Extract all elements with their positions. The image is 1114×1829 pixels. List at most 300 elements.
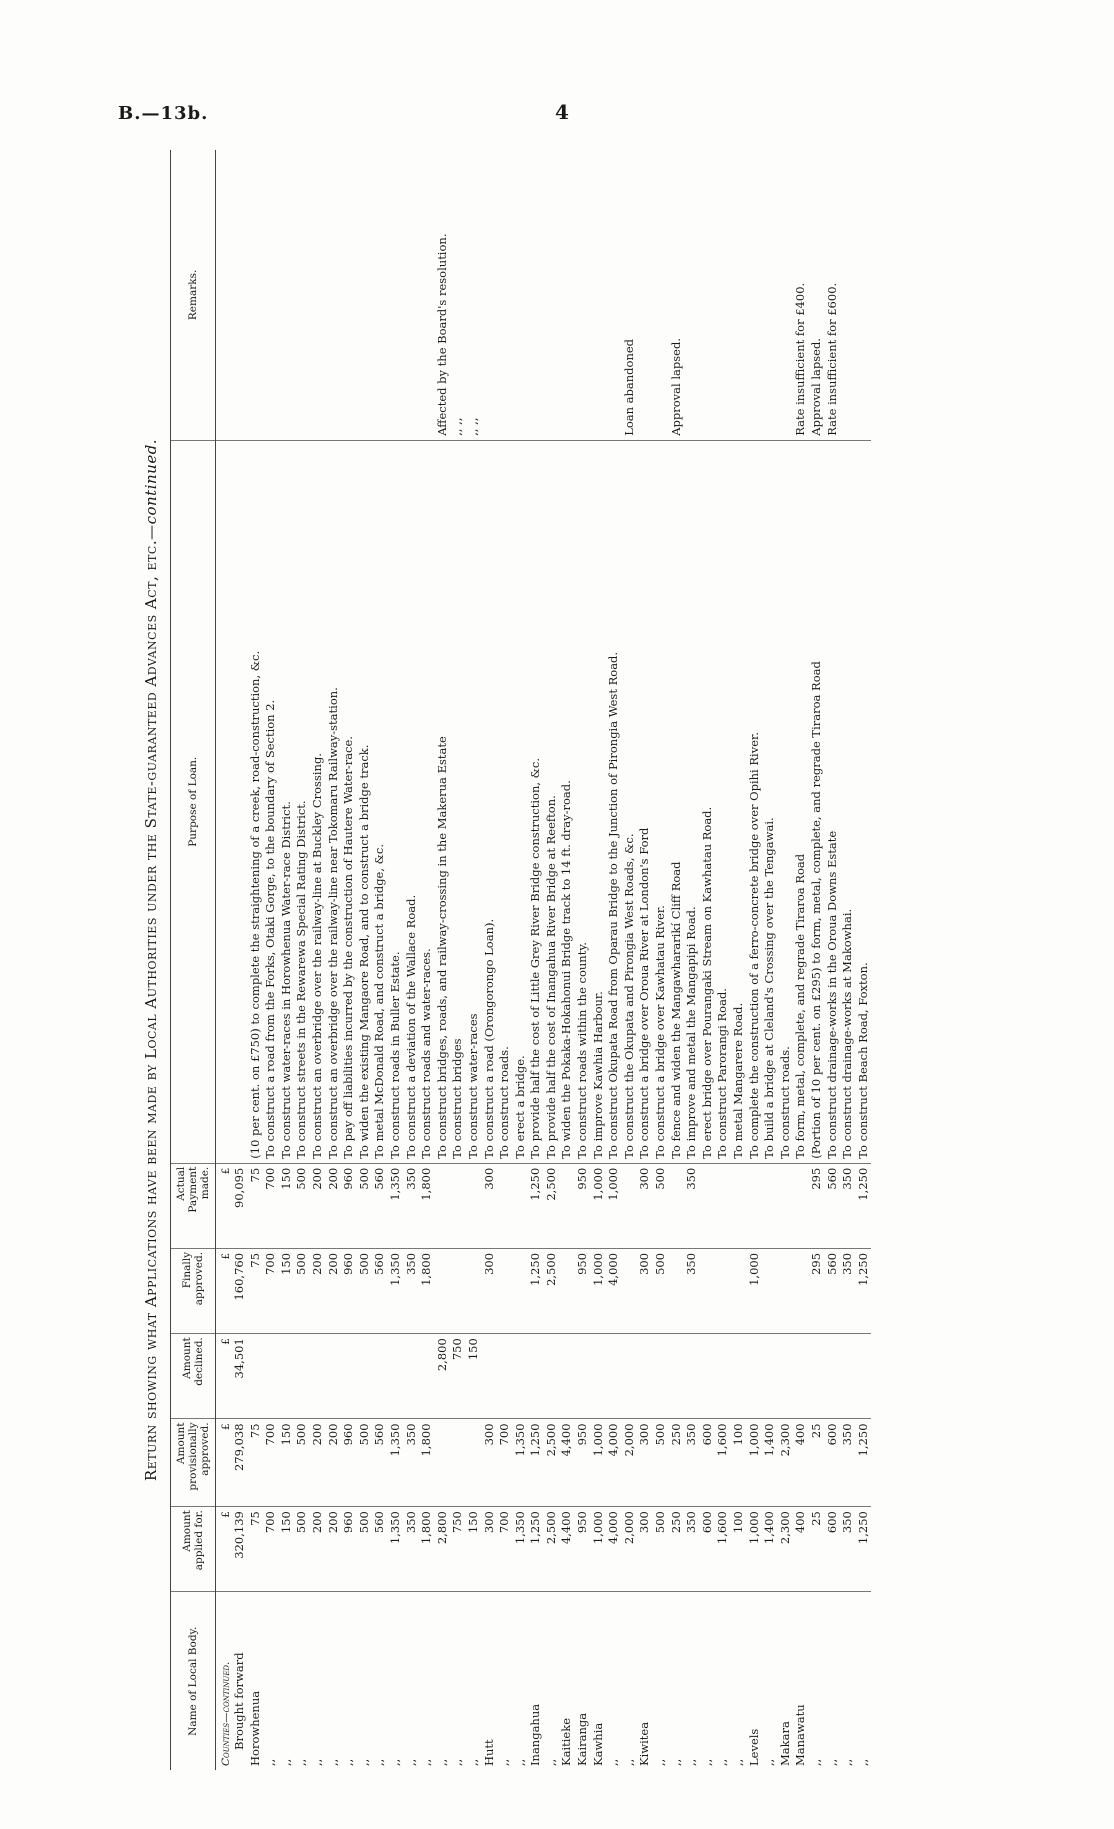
table-row [840,150,856,1770]
cell-purpose: (10 per cent. on £750) to complete the straightening of a creek, road-construction, &c. [248,440,264,1163]
cell-final: 1,350 [388,1248,404,1333]
cell-declined [482,1334,498,1419]
cell-final: 950 [575,1248,591,1333]
cell-name: ,, [341,1758,356,1766]
cell-paid: 560 [372,1163,388,1248]
cell-purpose: To construct a bridge over Oroua River at London's Ford [637,440,653,1163]
cell-purpose: To construct roads. [497,440,513,1163]
cell-declined [653,1334,669,1419]
table-row [232,150,248,1770]
table-row [528,150,544,1770]
cell-paid [497,1163,513,1248]
cell-applied: 600 [700,1507,716,1592]
cell-applied: 1,350 [513,1507,529,1592]
cell-purpose: To construct roads within the county. [575,440,591,1163]
table-row [622,150,638,1770]
cell-remarks [715,150,731,440]
cell-final: 700 [263,1248,279,1333]
page-number: 4 [555,100,569,124]
cell-prov: 1,350 [513,1419,529,1507]
cell-final [559,1248,575,1333]
cell-final [715,1248,731,1333]
table-row [544,150,560,1770]
cell-prov: 560 [372,1419,388,1507]
cell-prov: 350 [840,1419,856,1507]
cell-prov: 4,000 [606,1419,622,1507]
cell-name: ,, [621,1758,636,1766]
table-row [372,150,388,1770]
cell-applied: 75 [248,1507,264,1592]
cell-remarks [232,150,248,440]
cell-remarks [731,150,747,440]
cell-final: 350 [684,1248,700,1333]
cell-paid: 500 [294,1163,310,1248]
cell-declined [388,1334,404,1419]
cell-paid [762,1163,778,1248]
cell-final: 500 [653,1248,669,1333]
table-row [684,150,700,1770]
cell-remarks [419,150,435,440]
cell-prov: 600 [700,1419,716,1507]
cell-purpose: To construct roads in Buller Estate. [388,440,404,1163]
cell-name: ,, [684,1758,699,1766]
cell-prov: 1,350 [388,1419,404,1507]
cell-purpose: To provide half the cost of Little Grey River Bridge construction, &c. [528,440,544,1163]
cell-name: ,, [715,1758,730,1766]
cell-final: 300 [482,1248,498,1333]
table-row [310,150,326,1770]
cell-remarks: Rate insufficient for £600. [825,150,841,440]
cell-remarks: Approval lapsed. [669,150,685,440]
table-row [653,150,669,1770]
cell-declined [497,1334,513,1419]
cell-final: 75 [248,1248,264,1333]
cell-applied: 25 [809,1507,825,1592]
title-continued: —continued. [142,438,160,540]
cell-purpose: To construct an overbridge over the railway-line at Buckley Crossing. [310,440,326,1163]
cell-paid: 90,095 [232,1163,248,1248]
cell-applied: 1,000 [591,1507,607,1592]
cell-paid: 350 [684,1163,700,1248]
cell-name: ,, [762,1758,777,1766]
table-row [715,150,731,1770]
col-declined: Amount declined. [171,1334,216,1419]
cell-final: 300 [637,1248,653,1333]
table-row [606,150,622,1770]
cell-final: 350 [840,1248,856,1333]
cell-name: ,, [668,1758,683,1766]
table-row [559,150,575,1770]
table-row [778,150,794,1770]
table-row [591,150,607,1770]
cell-purpose: To widen the Pokaka-Hokahonui Bridge track to 14 ft. dray-road. [559,440,575,1163]
cell-applied: 600 [825,1507,841,1592]
cell-remarks: Approval lapsed. [809,150,825,440]
cell-applied: 320,139 [232,1507,248,1592]
cell-final: 500 [294,1248,310,1333]
table-row [341,150,357,1770]
cell-paid: 2,500 [544,1163,560,1248]
cell-declined [419,1334,435,1419]
cell-declined [341,1334,357,1419]
cell-remarks [575,150,591,440]
cell-applied: 350 [684,1507,700,1592]
cell-final [778,1248,794,1333]
cell-remarks [482,150,498,440]
cell-applied: 500 [357,1507,373,1592]
cell-purpose: To metal McDonald Road, and construct a bridge, &c. [372,440,388,1163]
cell-applied: 1,350 [388,1507,404,1592]
cell-purpose [232,440,248,1163]
cell-name: ,, [824,1758,839,1766]
cell-remarks [513,150,529,440]
cell-purpose: To construct bridges [450,440,466,1163]
cell-purpose: To build a bridge at Cleland's Crossing over the Tengawai. [762,440,778,1163]
table-row [482,150,498,1770]
cell-paid [700,1163,716,1248]
cell-declined [263,1334,279,1419]
cell-name: Horowhenua [247,1690,262,1766]
cell-final [622,1248,638,1333]
cell-paid [669,1163,685,1248]
cell-prov: 500 [357,1419,373,1507]
cell-paid: 1,000 [591,1163,607,1248]
table-row [450,150,466,1770]
cell-applied: 200 [326,1507,342,1592]
cell-prov: 400 [793,1419,809,1507]
cell-name: ,, [403,1758,418,1766]
col-provisional: Amount provisionally approved. [171,1419,216,1507]
cell-applied: 350 [840,1507,856,1592]
cell-name: ,, [278,1758,293,1766]
cell-remarks [606,150,622,440]
cell-purpose: To construct Okupata Road from Oparau Bridge to the Junction of Pirongia West Road. [606,440,622,1163]
cell-declined [528,1334,544,1419]
cell-final: 500 [357,1248,373,1333]
cell-remarks [404,150,420,440]
cell-declined [809,1334,825,1419]
table-row [700,150,716,1770]
cell-paid [793,1163,809,1248]
cell-name: ,, [419,1758,434,1766]
cell-declined: 34,501 [232,1334,248,1419]
cell-declined [793,1334,809,1419]
cell-purpose: To widen the existing Mangaore Road, and to construct a bridge track. [357,440,373,1163]
cell-purpose: To construct a road (Orongorongo Loan). [482,440,498,1163]
cell-final: 1,800 [419,1248,435,1333]
cell-paid [435,1163,451,1248]
cell-name: ,, [356,1758,371,1766]
table-row [404,150,420,1770]
cell-applied: 2,300 [778,1507,794,1592]
cell-final: 160,760 [232,1248,248,1333]
cell-declined [731,1334,747,1419]
cell-remarks [637,150,653,440]
cell-purpose: (Portion of 10 per cent. on £295) to form, metal, complete, and regrade Tiraroa Road [809,440,825,1163]
table-row [435,150,451,1770]
col-purpose: Purpose of Loan. [171,440,216,1163]
cell-declined [372,1334,388,1419]
cell-remarks [310,150,326,440]
cell-final: 200 [310,1248,326,1333]
cell-remarks: Rate insufficient for £400. [793,150,809,440]
cell-purpose: To construct a bridge over Kawhatau River. [653,440,669,1163]
cell-final [435,1248,451,1333]
cell-remarks [762,150,778,440]
cell-applied: 960 [341,1507,357,1592]
cell-declined [762,1334,778,1419]
cell-purpose: To construct an overbridge over the railway-line near Tokomaru Railway-station. [326,440,342,1163]
cell-prov: 950 [575,1419,591,1507]
cell-final: 560 [372,1248,388,1333]
cell-applied: 1,800 [419,1507,435,1592]
cell-purpose: To complete the construction of a ferro-concrete bridge over Opihi River. [747,440,763,1163]
cell-remarks: Loan abandoned [622,150,638,440]
cell-purpose: To construct Beach Road, Foxton. [856,440,872,1163]
cell-purpose: To erect a bridge. [513,440,529,1163]
cell-remarks [856,150,872,440]
cell-final: 350 [404,1248,420,1333]
cell-purpose: To construct drainage-works at Makowhai. [840,440,856,1163]
cell-purpose: To improve and metal the Mangapipi Road. [684,440,700,1163]
cell-prov: 150 [279,1419,295,1507]
cell-purpose: To provide half the cost of Inangahua River Bridge at Reefton. [544,440,560,1163]
cell-prov: 700 [497,1419,513,1507]
cell-final: 1,250 [528,1248,544,1333]
cell-prov: 1,250 [528,1419,544,1507]
cell-applied: 2,000 [622,1507,638,1592]
cell-applied: 2,500 [544,1507,560,1592]
cell-remarks [653,150,669,440]
cell-paid [778,1163,794,1248]
cell-applied: 500 [294,1507,310,1592]
cell-paid: 960 [341,1163,357,1248]
cell-final [669,1248,685,1333]
cell-prov: 600 [825,1419,841,1507]
cell-name: ,, [731,1758,745,1766]
cell-remarks [357,150,373,440]
cell-declined [310,1334,326,1419]
cell-final: 4,000 [606,1248,622,1333]
col-name: Name of Local Body. [171,1592,216,1770]
cell-remarks [528,150,544,440]
cell-declined [840,1334,856,1419]
cell-name: ,, [465,1758,480,1766]
cell-declined: 750 [450,1334,466,1419]
cell-name: Inangahua [528,1703,543,1766]
unit-cell: £ [216,1507,233,1592]
cell-remarks [372,150,388,440]
cell-paid: 300 [637,1163,653,1248]
table-row [263,150,279,1770]
table-row [388,150,404,1770]
cell-prov: 279,038 [232,1419,248,1507]
unit-cell: £ [216,1248,233,1333]
cell-final: 1,000 [591,1248,607,1333]
cell-paid: 350 [404,1163,420,1248]
cell-paid: 150 [279,1163,295,1248]
cell-prov: 500 [294,1419,310,1507]
cell-name: ,, [263,1758,278,1766]
table-row [747,150,763,1770]
cell-name: ,, [434,1758,449,1766]
cell-final: 1,250 [856,1248,872,1333]
cell-declined [279,1334,295,1419]
cell-prov: 1,000 [747,1419,763,1507]
cell-name: Manawatu [793,1704,808,1766]
cell-purpose: To construct water-races in Horowhenua Water-race District. [279,440,295,1163]
col-paid: Actual Payment made. [171,1163,216,1248]
page-reference: B.—13b. [118,103,209,124]
cell-final: 960 [341,1248,357,1333]
unit-cell: £ [216,1334,233,1419]
table-row [248,150,264,1770]
cell-declined [856,1334,872,1419]
cell-declined [357,1334,373,1419]
cell-final [700,1248,716,1333]
cell-name: ,, [387,1758,402,1766]
table-row [497,150,513,1770]
cell-applied: 1,400 [762,1507,778,1592]
cell-name: ,, [294,1758,309,1766]
cell-remarks [591,150,607,440]
cell-prov [466,1419,482,1507]
cell-name: Levels [746,1728,761,1766]
cell-prov: 2,000 [622,1419,638,1507]
cell-prov: 25 [809,1419,825,1507]
table-row [575,150,591,1770]
header-row [171,150,216,1770]
cell-final: 150 [279,1248,295,1333]
table-row [825,150,841,1770]
cell-final [466,1248,482,1333]
cell-applied: 150 [466,1507,482,1592]
cell-remarks [700,150,716,440]
cell-paid [731,1163,747,1248]
rotated-table-area [142,150,1072,1770]
cell-declined [825,1334,841,1419]
cell-paid: 350 [840,1163,856,1248]
cell-paid: 950 [575,1163,591,1248]
table-row [809,150,825,1770]
cell-applied: 1,250 [528,1507,544,1592]
cell-purpose: To construct streets in the Rewarewa Special Rating District. [294,440,310,1163]
cell-paid: 1,350 [388,1163,404,1248]
col-final: Finally approved. [171,1248,216,1333]
cell-name: Makara [777,1721,792,1766]
cell-purpose: To construct the Okupata and Pirongia West Roads, &c. [622,440,638,1163]
table-title [142,150,160,1770]
cell-name: ,, [309,1758,324,1766]
cell-prov: 2,300 [778,1419,794,1507]
table-row [513,150,529,1770]
cell-paid: 700 [263,1163,279,1248]
cell-name: Brought forward [232,1652,246,1750]
cell-name: ,, [808,1758,823,1766]
cell-declined [778,1334,794,1419]
cell-purpose: To construct roads. [778,440,794,1163]
cell-declined [622,1334,638,1419]
cell-prov: 75 [248,1419,264,1507]
cell-paid: 1,800 [419,1163,435,1248]
cell-paid: 295 [809,1163,825,1248]
cell-remarks [544,150,560,440]
cell-declined [294,1334,310,1419]
cell-declined [684,1334,700,1419]
cell-applied: 700 [497,1507,513,1592]
cell-purpose: To metal Mangarere Road. [731,440,747,1163]
table-row [294,150,310,1770]
cell-remarks [279,150,295,440]
cell-prov: 2,500 [544,1419,560,1507]
cell-prov: 1,250 [856,1419,872,1507]
cell-applied: 1,000 [747,1507,763,1592]
cell-prov: 200 [326,1419,342,1507]
cell-declined [559,1334,575,1419]
cell-remarks: Affected by the Board's resolution. [435,150,451,440]
cell-prov: 350 [684,1419,700,1507]
title-main: Return showing what Applications have been made by Local Authorities under the State-guaranteed Advances Act, etc. [142,539,160,1482]
table-row [637,150,653,1770]
cell-remarks [341,150,357,440]
cell-declined [544,1334,560,1419]
cell-name: Kawhia [590,1722,605,1766]
unit-cell: £ [216,1419,233,1507]
cell-remarks [294,150,310,440]
cell-declined [591,1334,607,1419]
cell-paid [466,1163,482,1248]
cell-applied: 2,800 [435,1507,451,1592]
cell-remarks [263,150,279,440]
cell-purpose: To erect bridge over Pourangaki Stream on Kawhatau Road. [700,440,716,1163]
cell-paid: 300 [482,1163,498,1248]
cell-paid [559,1163,575,1248]
cell-name: Kaitieke [559,1717,574,1766]
cell-declined [575,1334,591,1419]
cell-name: ,, [372,1758,387,1766]
unit-row [216,150,233,1770]
cell-remarks [747,150,763,440]
cell-paid [450,1163,466,1248]
cell-prov: 960 [341,1419,357,1507]
cell-purpose: To construct roads and water-races. [419,440,435,1163]
cell-name: ,, [543,1758,558,1766]
cell-name: ,, [840,1758,855,1766]
cell-declined [248,1334,264,1419]
cell-prov: 100 [731,1419,747,1507]
cell-name: ,, [325,1758,340,1766]
col-remarks: Remarks. [171,150,216,440]
table-row [856,150,872,1770]
cell-declined [606,1334,622,1419]
cell-final [762,1248,778,1333]
unit-cell: £ [216,1163,233,1248]
cell-declined [669,1334,685,1419]
cell-remarks [248,150,264,440]
cell-prov: 1,000 [591,1419,607,1507]
cell-paid: 200 [310,1163,326,1248]
table-row [326,150,342,1770]
cell-paid: 500 [357,1163,373,1248]
section-label: Counties—continued. [220,1661,232,1766]
table-row [762,150,778,1770]
cell-applied: 500 [653,1507,669,1592]
cell-purpose: To construct bridges, roads, and railway-crossing in the Makerua Estate [435,440,451,1163]
cell-remarks: ,, ,, [450,150,466,440]
cell-paid: 560 [825,1163,841,1248]
cell-declined [700,1334,716,1419]
cell-declined [715,1334,731,1419]
